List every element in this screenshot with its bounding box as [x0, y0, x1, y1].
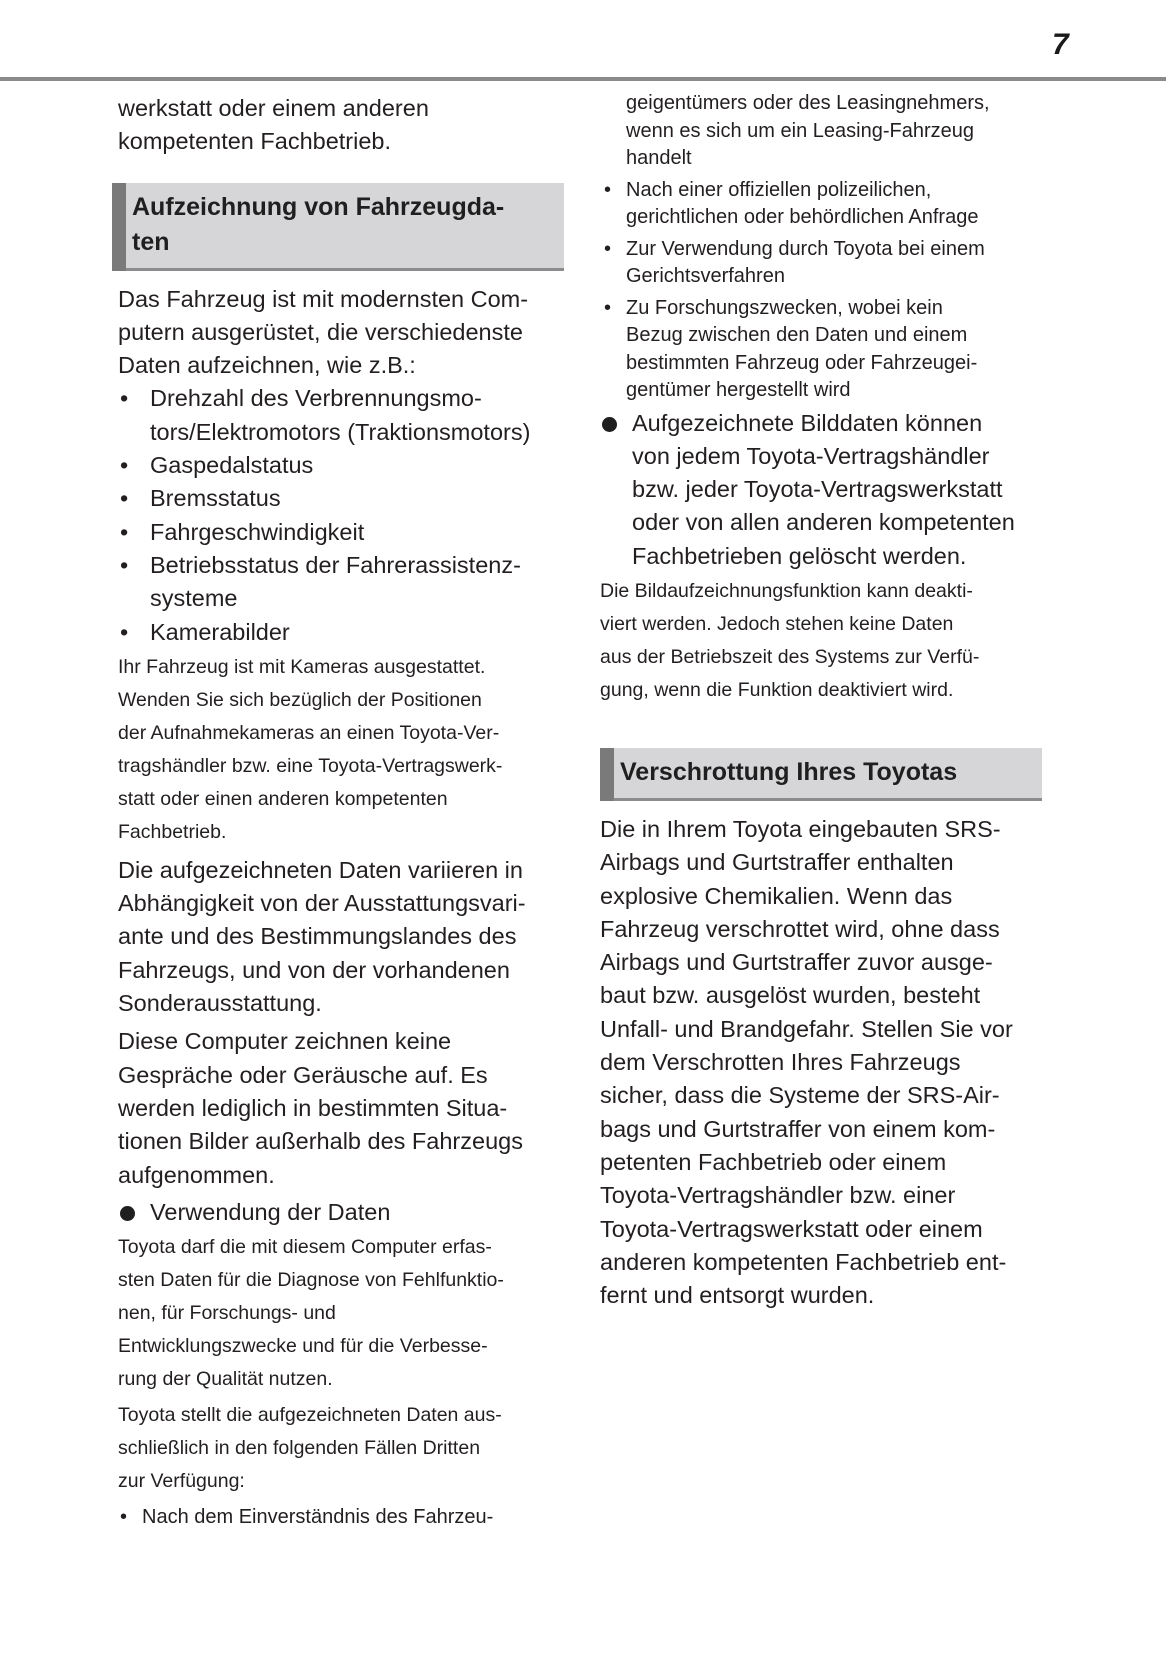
- section-heading-scrapping: Verschrottung Ihres Toyotas: [600, 748, 1042, 801]
- section1-intro: Das Fahrzeug ist mit modernsten Com- putern ausgerüstet, die verschiedenste Daten aufzeichnen, wie z.B.:: [118, 285, 529, 379]
- list-item: • Zur Verwendung durch Toyota bei einem Gerichtsverfahren: [604, 237, 985, 287]
- header-rule: [0, 77, 1166, 81]
- left-column: [118, 92, 564, 1532]
- section-heading-vehicle-data: Aufzeichnung von Fahrzeugda- ten: [112, 183, 564, 271]
- third-party-list-start: [118, 1504, 564, 1532]
- camera-note: Ihr Fahrzeug ist mit Kameras ausgestattet. Wenden Sie sich bezüglich der Positionen der Aufnahmekameras an einen Toyota-Ver- tragshändler bzw. eine Toyota-Vertragswerk- statt oder einen anderen kompetenten Fachbetrieb.: [118, 655, 503, 843]
- page-number: 7: [1052, 28, 1069, 61]
- list-item: • Drehzahl des Verbrennungsmo- tors/Elektromotors (Traktionsmotors): [120, 385, 531, 445]
- deactivation-note: Die Bildaufzeichnungsfunktion kann deakti- viert werden. Jedoch stehen keine Daten aus der Betriebszeit des Systems zur Verfü- gung, wenn die Funktion deaktiviert wird.: [600, 579, 980, 701]
- data-variation-paragraph: Die aufgezeichneten Daten variieren in Abhängigkeit von der Ausstattungsvari- ante und des Bestimmungslandes des Fahrzeugs, und von der vorhandenen Sonderausstattung.: [118, 856, 526, 1017]
- list-item: • Zu Forschungszwecken, wobei kein Bezug zwischen den Daten und einem bestimmten Fahrzeug oder Fahrzeugei- gentümer hergestellt wird: [604, 296, 978, 401]
- list-item: • Fahrgeschwindigkeit: [120, 518, 365, 545]
- intro-continuation: werkstatt oder einem anderen kompetenten Fachbetrieb.: [118, 95, 429, 155]
- recorded-data-list: [118, 382, 564, 648]
- scrapping-paragraph: Die in Ihrem Toyota eingebauten SRS- Airbags und Gurtstraffer enthalten explosive Chemikalien. Wenn das Fahrzeug verschrottet wird, ohne dass Airbags und Gurtstraffer zuvor ausge- baut bzw. ausgelöst wurden, besteht Unfall- und Brandgefahr. Stellen Sie vor dem Verschrotten Ihres Fahrzeugs sicher, dass die Systeme der SRS-Air- bags und Gurtstraffer von einem kom- petenten Fachbetrieb oder einem Toyota-Vertragshändler bzw. einer Toyota-Vertragswerkstatt oder einem anderen kompetenten Fachbetrieb ent- fernt und entsorgt wurden.: [600, 815, 1013, 1309]
- list-item: • Nach dem Einverständnis des Fahrzeu-: [120, 1506, 494, 1529]
- usage-subheading: Verwendung der Daten: [118, 1196, 564, 1229]
- list-item: • Nach einer offiziellen polizeilichen, gerichtlichen oder behördlichen Anfrage: [604, 178, 979, 228]
- bullet-disc-icon: [120, 1206, 135, 1221]
- bullet-disc-icon: [602, 417, 617, 432]
- third-party-list-continued: [602, 90, 1052, 405]
- list-item: • Betriebsstatus der Fahrerassistenz- systeme: [120, 551, 521, 612]
- list-item: • Bremsstatus: [120, 485, 281, 512]
- right-column: [602, 90, 1052, 1312]
- list-item: • Gaspedalstatus: [120, 452, 314, 479]
- usage-paragraph: Toyota darf die mit diesem Computer erfas- sten Daten für die Diagnose von Fehlfunktio- nen, für Forschungs- und Entwicklungszwecke und für die Verbesse- rung der Qualität nutzen.: [118, 1236, 504, 1391]
- list-item: geigentümers oder des Leasingnehmers, wenn es sich um ein Leasing-Fahrzeug handelt: [626, 92, 990, 169]
- list-item: • Kamerabilder: [120, 618, 290, 645]
- no-audio-paragraph: Diese Computer zeichnen keine Gespräche oder Geräusche auf. Es werden lediglich in bestimmten Situa- tionen Bilder außerhalb des Fahrzeugs aufgenommen.: [118, 1028, 523, 1188]
- third-party-paragraph: Toyota stellt die aufgezeichneten Daten aus- schließlich in den folgenden Fällen Dritten zur Verfügung:: [118, 1404, 502, 1493]
- image-deletion-item: Aufgezeichnete Bilddaten können von jedem Toyota-Vertragshändler bzw. jeder Toyota-Vertragswerkstatt oder von allen anderen kompetenten Fachbetrieben gelöscht werden.: [600, 407, 1052, 573]
